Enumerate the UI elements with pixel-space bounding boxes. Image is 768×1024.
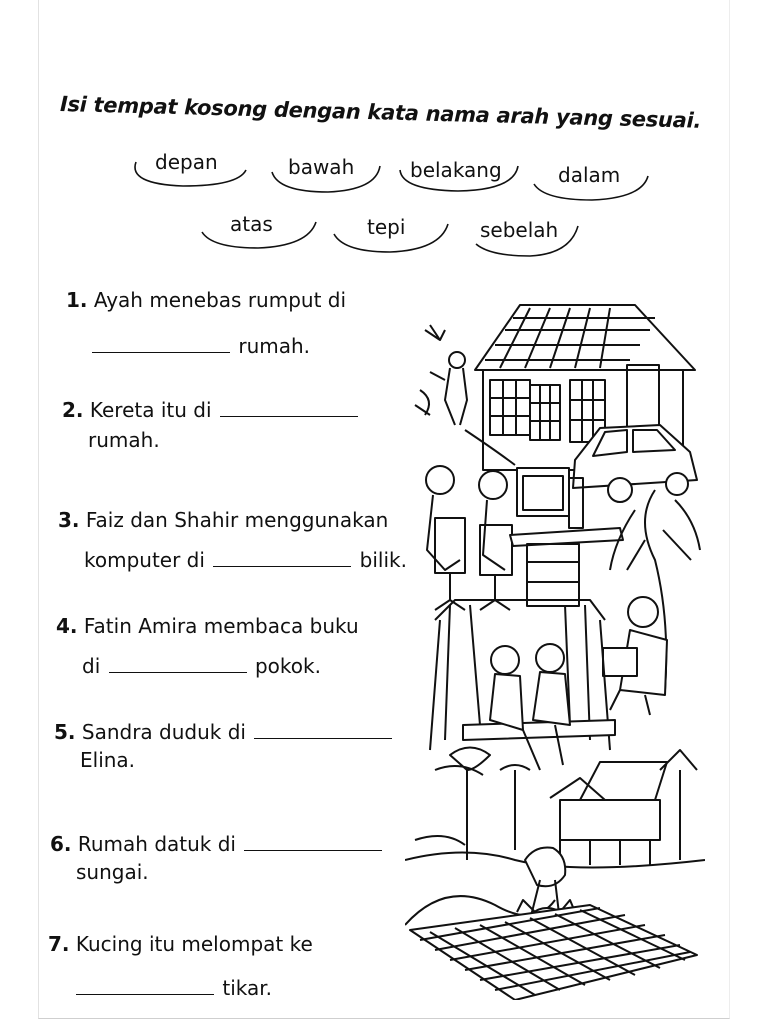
question-text: Kereta itu di [89,398,212,422]
cat-mat-icon [405,848,697,1001]
word-bank-item-sebelah: sebelah [480,218,559,242]
question-text: di [82,654,101,678]
question-number: 6. [50,832,72,856]
tree-reading-icon [603,490,700,715]
question-text: Ayah menebas rumput di [93,288,347,312]
answer-blank[interactable] [254,736,392,739]
question-4 [56,612,359,640]
answer-blank[interactable] [76,992,214,995]
question-text: Elina. [80,748,136,772]
answer-blank[interactable] [92,350,230,353]
question-number: 2. [62,398,84,422]
question-text: Kucing itu melompat ke [75,932,313,956]
word-bank-item-belakang: belakang [410,158,502,182]
question-text: tikar. [222,976,272,1000]
question-text: rumah. [238,334,311,358]
word-bank-item-bawah: bawah [288,155,355,179]
question-5 [54,718,394,746]
word-bank-item-depan: depan [155,150,218,174]
question-6-line-2 [76,858,149,886]
question-number: 4. [56,614,78,638]
word-bank-item-dalam: dalam [558,163,621,187]
question-text: komputer di [84,548,205,572]
word-arc-icon [470,222,585,260]
question-4-line-2 [82,652,321,680]
question-2-line-2 [88,426,160,454]
scene-illustration [405,300,705,1000]
question-number: 7. [48,932,70,956]
answer-blank[interactable] [220,414,358,417]
question-7-line-2 [74,974,272,1002]
question-text: sungai. [76,860,149,884]
word-arc-icon [396,160,524,196]
word-bank-item-atas: atas [230,212,273,236]
question-text: bilik. [359,548,407,572]
question-text: rumah. [88,428,160,452]
question-1 [66,286,346,314]
word-bank-item-tepi: tepi [367,215,406,239]
word-arc-icon [268,160,388,196]
answer-blank[interactable] [244,848,382,851]
word-arc-icon [330,220,455,256]
question-6 [50,830,384,858]
swing-icon [430,600,615,770]
question-text: Rumah datuk di [77,832,236,856]
question-2 [62,396,360,424]
instruction-title: Isi tempat kosong dengan kata nama arah yang sesuai. [59,92,702,133]
word-arc-icon [128,150,253,190]
word-arc-icon [198,218,323,252]
question-text: Sandra duduk di [81,720,246,744]
question-number: 1. [66,288,88,312]
answer-blank[interactable] [213,564,351,567]
question-text: Fatin Amira membaca buku [83,614,359,638]
question-text: pokok. [254,654,321,678]
word-arc-icon [530,170,655,204]
question-3 [58,506,388,534]
question-1-line-2 [90,332,310,360]
answer-blank[interactable] [109,670,247,673]
question-text: Faiz dan Shahir menggunakan [85,508,389,532]
question-7 [48,930,313,958]
question-number: 3. [58,508,80,532]
question-5-line-2 [80,746,135,774]
question-3-line-2 [84,546,407,574]
question-number: 5. [54,720,76,744]
